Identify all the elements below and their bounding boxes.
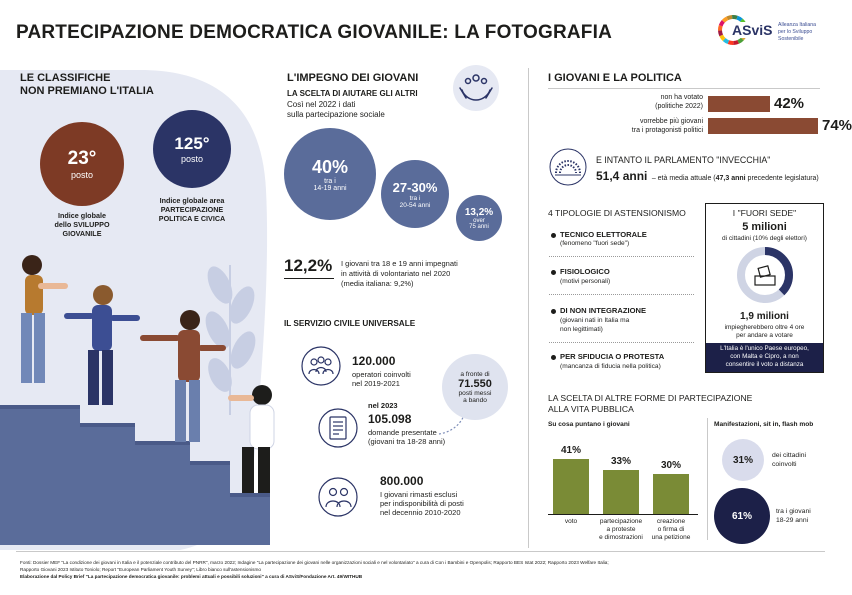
servizio-s3-l1: I giovani rimasti esclusi <box>380 490 458 499</box>
vbar-category-1-line-1: voto <box>564 518 578 525</box>
volunteer-l3: (media italiana: 9,2%) <box>341 279 414 288</box>
rank-circle-partecipazione <box>153 110 231 188</box>
astensionismo-bullet-1 <box>551 233 556 238</box>
politica-bar2-pct: 74% <box>822 117 852 134</box>
astensionismo-item-3-sub-2: non legittimati) <box>560 326 603 333</box>
impegno-sub-2: sulla partecipazione sociale <box>287 110 385 119</box>
classifiche-heading-1: LE CLASSIFICHE <box>20 72 111 84</box>
vbar-label-2: 33% <box>610 456 631 467</box>
m1-pct: 31% <box>732 454 753 466</box>
impegno-c3-l1: over <box>473 217 485 224</box>
vbar-label-1: 41% <box>560 445 581 456</box>
m2-l2: 18-29 anni <box>776 517 809 524</box>
young-people-illustration <box>0 235 300 535</box>
participation-bar-chart <box>548 430 698 540</box>
parliament-icon <box>549 148 587 186</box>
logo-tagline-2: per lo Sviluppo <box>778 29 813 35</box>
servizio-s3-value: 800.000 <box>380 474 424 488</box>
servizio-s3-l2: per indisponibilità di posti <box>380 499 464 508</box>
fuori-sede-note-2: con Malta e Cipro, a non <box>730 353 799 360</box>
fuori-sede-note-3: consentire il voto a distanza <box>725 361 804 368</box>
m2-l1: tra i giovani <box>776 508 811 515</box>
impegno-subheading: LA SCELTA DI AIUTARE GLI ALTRI <box>287 89 418 98</box>
astensionismo-item-2-title: FISIOLOGICO <box>560 267 610 276</box>
parlamento-desc-1: – età media attuale ( <box>651 175 716 182</box>
impegno-heading: L'IMPEGNO DEI GIOVANI <box>287 72 419 84</box>
impegno-sub-1: Così nel 2022 i dati <box>287 100 356 109</box>
m1-l1: dei cittadini <box>772 452 807 459</box>
altre-forme-heading-1: LA SCELTA DI ALTRE FORME DI PARTECIPAZIONE <box>548 393 753 403</box>
rank-partecipazione-label-1: Indice globale area <box>159 196 225 205</box>
column-divider <box>528 68 529 548</box>
impegno-c3-value: 13,2% <box>464 206 494 218</box>
rank-sviluppo-label-3: GIOVANILE <box>62 229 102 238</box>
politica-bar2-l1: vorrebbe più giovani <box>639 118 703 125</box>
footer-separator <box>16 551 825 552</box>
altre-forme-vertical-divider <box>707 418 708 540</box>
vbar-category-3-line-2: o firma di <box>657 525 685 533</box>
bubble-l2: posti messi <box>458 389 492 397</box>
altre-forme-left-title: Su cosa puntano i giovani <box>548 421 630 428</box>
impegno-c1-value: 40% <box>311 156 349 177</box>
politica-bar1-l1: non ha votato <box>660 94 703 101</box>
astensionismo-heading: 4 TIPOLOGIE DI ASTENSIONISMO <box>548 208 686 218</box>
page-title: PARTECIPAZIONE DEMOCRATICA GIOVANILE: LA FOTOGRAFIA <box>16 22 613 43</box>
astensionismo-item-4-sub: (mancanza di fiducia nella politica) <box>560 363 661 370</box>
rank-sviluppo-value: 23° <box>67 148 97 169</box>
politica-bar1-pct: 42% <box>774 95 805 112</box>
astensionismo-item-1-sub: (fenomeno "fuori sede") <box>560 240 630 247</box>
politica-bar-1 <box>708 96 770 112</box>
politica-underline <box>548 88 820 89</box>
astensionismo-item-1-title: TECNICO ELETTORALE <box>560 230 647 239</box>
impegno-circle-20-54 <box>381 160 449 228</box>
astensionismo-item-3-sub-1: (giovani nati in Italia ma <box>560 317 630 324</box>
m1-l2: coinvolti <box>772 461 797 468</box>
astensionismo-item-4-title: PER SFIDUCIA O PROTESTA <box>560 352 665 361</box>
fuori-sede-note-1: L'Italia è l'unico Paese europeo, <box>720 345 809 352</box>
vbar-axis <box>548 514 698 515</box>
astensionismo-bullet-4 <box>551 355 556 360</box>
footer-sources-1: Fonti: Dossier MEF "La condizione dei giovani in Italia e il potenziale contributo del PNRR", marzo 2022; Indagine "La partecipazione dei giovani nelle organizzazioni sociali e nel volontariato" a cura di Con i Bambini e Openpolis; Rapporto BES Istat 2022; Rapporto 2023 Welfare Italia; <box>20 560 609 565</box>
impegno-c2-value: 27-30% <box>392 179 438 195</box>
two-people-icon <box>318 477 358 517</box>
astensionismo-bullet-2 <box>551 270 556 275</box>
astensionismo-separator-3 <box>549 342 694 343</box>
vbar-category-3-line-1: creazione <box>656 518 686 525</box>
vbar-proteste <box>603 470 639 514</box>
fuori-sede-l3: per andare a votare <box>736 332 793 339</box>
servizio-s2-l1: domande presentate <box>368 428 437 437</box>
altre-forme-right-title: Manifestazioni, sit in, flash mob <box>714 421 814 428</box>
servizio-s2-value: 105.098 <box>368 412 412 426</box>
bubble-l1: a fronte di <box>460 370 490 378</box>
rank-partecipazione-unit: posto <box>180 154 204 164</box>
astensionismo-item-2-sub: (motivi personali) <box>560 278 611 285</box>
politica-heading: I GIOVANI E LA POLITICA <box>548 72 682 84</box>
rank-partecipazione-label-2: PARTECIPAZIONE <box>160 205 224 214</box>
manifestazioni-circle-cittadini <box>722 439 764 481</box>
astensionismo-item-3-title: DI NON INTEGRAZIONE <box>560 306 647 315</box>
classifiche-heading-2: NON PREMIANO L'ITALIA <box>20 85 154 97</box>
logo-tagline-1: Alleanza Italiana <box>778 22 817 28</box>
parlamento-desc-bold: 47,3 anni <box>715 175 746 182</box>
fuori-sede-value-2: 1,9 milioni <box>740 311 789 322</box>
vbar-category-2-line-3: e dimostrazioni <box>599 533 643 541</box>
bubble-value: 71.550 <box>458 377 492 390</box>
rank-partecipazione-value: 125° <box>174 134 210 153</box>
servizio-heading: IL SERVIZIO CIVILE UNIVERSALE <box>284 319 416 328</box>
servizio-s2-year: nel 2023 <box>368 401 398 410</box>
volunteer-l1: I giovani tra 18 e 19 anni impegnati <box>341 259 458 268</box>
vbar-petizione <box>653 474 689 514</box>
fuori-sede-l1: di cittadini (10% degli elettori) <box>722 235 807 242</box>
rank-partecipazione-label-3: POLITICA E CIVICA <box>158 214 226 223</box>
rank-sviluppo-label-1: Indice globale <box>58 211 106 220</box>
astensionismo-bullet-3 <box>551 309 556 314</box>
vbar-voto <box>553 459 589 514</box>
posti-bando-bubble <box>442 354 508 420</box>
impegno-c3-l2: 75 anni <box>469 223 489 230</box>
parlamento-value: 51,4 anni <box>596 169 648 183</box>
altre-forme-heading-2: ALLA VITA PUBBLICA <box>548 404 634 414</box>
fuori-sede-heading: I "FUORI SEDE" <box>732 208 797 218</box>
vbar-category-2-line-2: a proteste <box>606 525 636 533</box>
bubble-l3: a bando <box>463 396 487 404</box>
impegno-circle-over-75 <box>456 195 502 241</box>
parlamento-desc-2: precedente legislatura) <box>745 175 819 182</box>
fuori-sede-l2: impiegherebbero oltre 4 ore <box>724 324 805 331</box>
manifestazioni-circle-giovani <box>714 488 770 544</box>
m2-pct: 61% <box>731 510 752 522</box>
group-people-icon <box>301 346 341 386</box>
vbar-category-2-line-1: partecipazione <box>599 518 643 525</box>
document-icon <box>318 408 358 448</box>
impegno-circle-14-19 <box>284 128 376 220</box>
helping-hands-icon <box>452 64 500 112</box>
rank-sviluppo-unit: posto <box>70 170 94 180</box>
footer-sources-2: Rapporto Giovani 2023 Istituto Toniolo; Report "European Parliament Youth Survey"; Libro bianco sull'astensionismo <box>20 567 261 572</box>
vbar-category-3-line-3: una petizione <box>651 533 691 541</box>
politica-bar2-l2: tra i protagonisti politici <box>631 126 703 134</box>
servizio-s1-value: 120.000 <box>352 354 396 368</box>
impegno-c1-l1: tra i <box>324 177 336 185</box>
rank-circle-sviluppo <box>40 122 124 206</box>
servizio-s2-l2: (giovani tra 18-28 anni) <box>368 437 446 446</box>
vbar-label-3: 30% <box>660 460 681 471</box>
servizio-s3-l3: nel decennio 2010-2020 <box>380 508 461 517</box>
fuori-sede-value-1: 5 milioni <box>742 221 787 233</box>
ballot-vote-icon <box>736 246 794 304</box>
volunteer-underline <box>284 278 334 279</box>
logo-name: ASviS <box>732 22 773 38</box>
parlamento-heading: E INTANTO IL PARLAMENTO "INVECCHIA" <box>596 155 771 165</box>
impegno-c2-l2: 20-54 anni <box>399 201 431 209</box>
astensionismo-separator-2 <box>549 294 694 295</box>
rank-sviluppo-label-2: dello SVILUPPO <box>54 220 110 229</box>
impegno-c2-l1: tra i <box>409 194 421 202</box>
volunteer-l2: in attività di volontariato nel 2020 <box>341 269 451 278</box>
politica-bar-2 <box>708 118 818 134</box>
astensionismo-separator-1 <box>549 256 694 257</box>
impegno-c1-l2: 14-19 anni <box>313 184 347 192</box>
footer-sources-3: Elaborazione dal Policy Brief "La partecipazione democratica giovanile: problemi attuali e possibili soluzioni" a cura di ASviS/Fondazione Art. 49/WITHUB <box>20 574 363 579</box>
servizio-s1-l1: operatori coinvolti <box>352 370 411 379</box>
servizio-s1-l2: nel 2019-2021 <box>352 379 400 388</box>
logo-tagline-3: Sostenibile <box>778 36 804 42</box>
politica-bar1-l2: (politiche 2022) <box>655 102 703 110</box>
volunteer-value: 12,2% <box>284 256 333 275</box>
